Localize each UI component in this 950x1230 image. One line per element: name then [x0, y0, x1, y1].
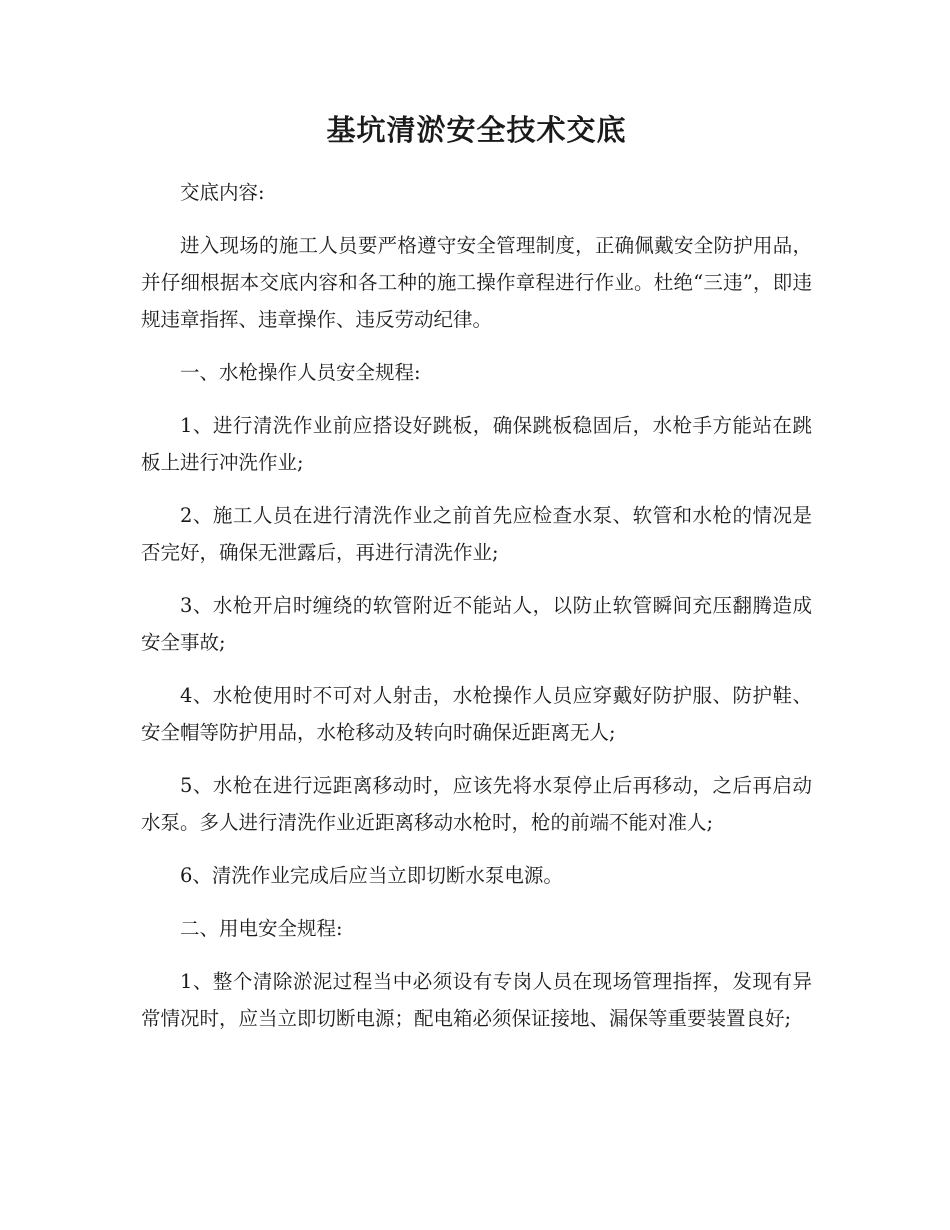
list-item-water-gun-1: 1、进行清洗作业前应搭设好跳板，确保跳板稳固后，水枪手方能站在跳板上进行冲洗作业;: [141, 414, 812, 474]
list-item-electric-1: 1、整个清除淤泥过程当中必须设有专岗人员在现场管理指挥，发现有异常情况时，应当立即切断电源；配电箱必须保证接地、漏保等重要装置良好;: [141, 970, 812, 1030]
paragraph-general-rules: 进入现场的施工人员要严格遵守安全管理制度，正确佩戴安全防护用品，并仔细根据本交底内容和各工种的施工操作章程进行作业。杜绝“三违”，即违规违章指挥、违章操作、违反劳动纪律。: [141, 234, 812, 331]
section-heading-electric: 二、用电安全规程:: [180, 917, 343, 940]
section-heading-water-gun: 一、水枪操作人员安全规程:: [180, 361, 421, 384]
list-item-water-gun-3: 3、水枪开启时缠绕的软管附近不能站人，以防止软管瞬间充压翻腾造成安全事故;: [141, 594, 812, 654]
list-item-water-gun-5: 5、水枪在进行远距离移动时，应该先将水泵停止后再移动，之后再启动水泵。多人进行清洗作业近距离移动水枪时，枪的前端不能对准人;: [141, 774, 812, 834]
document-title: 基坑清淤安全技术交底: [326, 113, 627, 147]
list-item-water-gun-2: 2、施工人员在进行清洗作业之前首先应检查水泵、软管和水枪的情况是否完好，确保无泄露后，再进行清洗作业;: [141, 504, 812, 564]
list-item-water-gun-4: 4、水枪使用时不可对人射击，水枪操作人员应穿戴好防护服、防护鞋、安全帽等防护用品，水枪移动及转向时确保近距离无人;: [141, 684, 812, 744]
paragraph-intro-label: 交底内容:: [180, 181, 265, 204]
list-item-water-gun-6: 6、清洗作业完成后应当立即切断水泵电源。: [180, 864, 563, 887]
